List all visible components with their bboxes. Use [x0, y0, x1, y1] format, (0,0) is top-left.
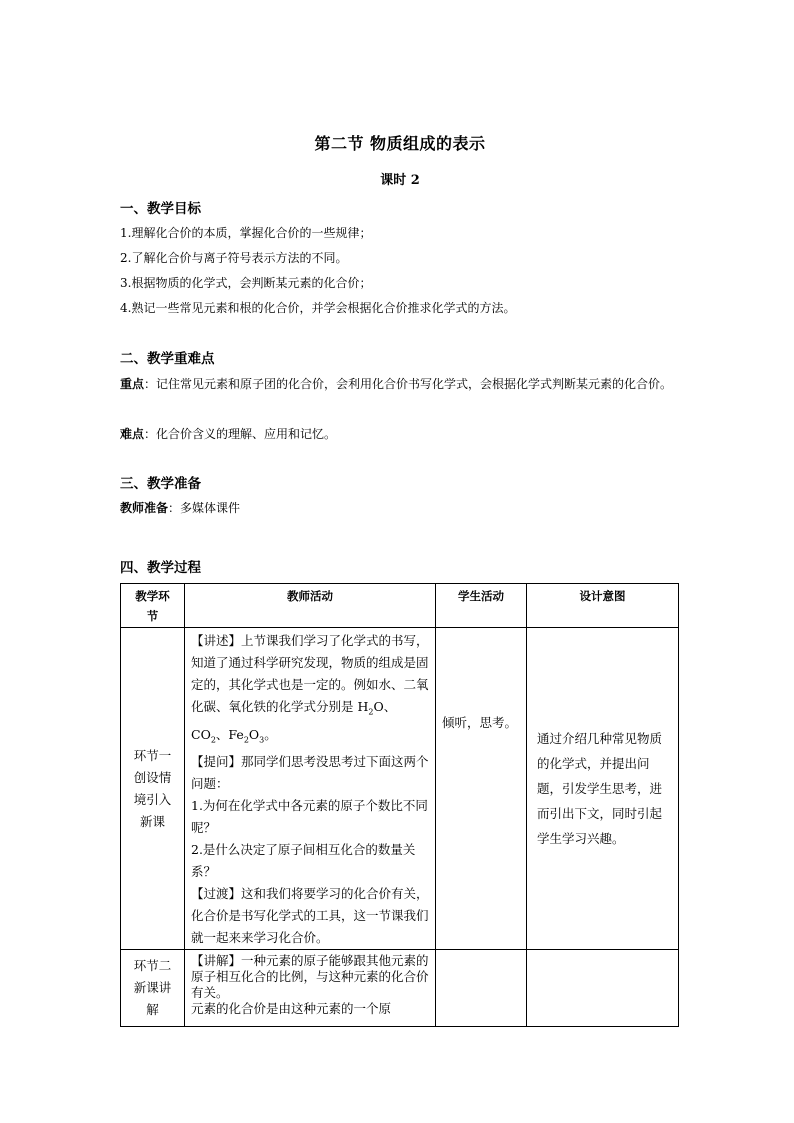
key-point-paragraph [120, 372, 680, 397]
header-student-activity: 学生活动 [436, 584, 527, 628]
key-point-text: ：记住常见元素和原子团的化合价，会利用化合价书写化学式，会根据化学式判断某元素的化合价。 [144, 377, 673, 391]
header-stage: 教学环节 [121, 584, 185, 628]
goal-item-2: 2.了解化合价与离子符号表示方法的不同。 [120, 251, 348, 265]
difficult-point-text: ：化合价含义的理解、应用和记忆。 [144, 427, 337, 441]
formula-iron-oxide: $Fe_2O_3$ [228, 726, 265, 744]
teacher-question-2: 2.是什么决定了原子间相互化合的数量关系？ [191, 842, 416, 879]
difficult-point-label: 难点 [120, 427, 145, 441]
goal-item-4: 4.熟记一些常见元素和根的化合价，并学会根据化合价推求化学式的方法。 [120, 301, 516, 315]
key-point-label: 重点 [120, 377, 145, 391]
student-activity-cell [436, 950, 527, 1027]
design-intent-cell [527, 950, 679, 1027]
header-design-intent: 设计意图 [527, 584, 679, 628]
heading-teaching-process: 四、教学过程 [120, 560, 201, 576]
header-teacher-activity: 教师活动 [185, 584, 436, 628]
teacher-question: 【提问】那同学们思考没思考过下面这两个问题： [191, 754, 429, 791]
teacher-transition: 【过渡】这和我们将要学习的化合价有关，化合价是书写化学式的工具，这一节课我们就一起来来学习化合价。 [191, 886, 429, 945]
teacher-explanation-continued: 元素的化合价是由这种元素的一个原 [191, 1001, 392, 1016]
difficult-point-paragraph [120, 422, 680, 447]
goal-item-1: 1.理解化合价的本质，掌握化合价的一些规律； [120, 226, 372, 240]
document-title: 第二节 物质组成的表示 [314, 134, 486, 153]
teacher-activity-cell [185, 950, 436, 1027]
heading-key-difficult-points: 二、教学重难点 [120, 351, 215, 367]
table-row [121, 628, 679, 950]
heading-teaching-preparation: 三、教学准备 [120, 476, 201, 492]
teacher-activity-cell [185, 628, 436, 950]
teacher-question-1: 1.为何在化学式中各元素的原子个数比不同呢？ [191, 798, 428, 835]
teaching-process-table [120, 583, 679, 1027]
teacher-explanation: 【讲解】一种元素的原子能够跟其他元素的原子相互化合的比例，与这种元素的化合价有关。 [191, 953, 429, 1000]
lesson-number: 课时 2 [380, 173, 420, 188]
preparation-label: 教师准备 [120, 501, 169, 515]
teacher-paragraph: 【讲述】上节课我们学习了化学式的书写，知道了通过科学研究发现，物质的组成是固定的，其化学式也是一定的。例如水、二氧化碳、氧化铁的化学式分别是 $H_2O$、$CO_2$、$Fe_2O_3$。 [191, 633, 429, 744]
preparation-text: ：多媒体课件 [168, 501, 241, 515]
table-header-row [121, 584, 679, 628]
heading-teaching-goals: 一、教学目标 [120, 201, 201, 217]
goal-item-3: 3.根据物质的化学式，会判断某元素的化合价； [120, 276, 372, 290]
table-row [121, 950, 679, 1027]
stage-cell: 环节二新课讲解 [121, 950, 185, 1027]
formula-water: $H_2O$ [357, 699, 384, 717]
student-activity-cell: 倾听，思考。 [436, 628, 527, 950]
preparation-paragraph [120, 496, 680, 521]
formula-carbon-dioxide: $CO_2$ [191, 726, 216, 744]
design-intent-cell: 通过介绍几种常见物质的化学式，并提出问题，引发学生思考，进而引出下文，同时引起学生学习兴趣。 [527, 628, 679, 950]
stage-cell: 环节一创设情境引入新课 [121, 628, 185, 950]
